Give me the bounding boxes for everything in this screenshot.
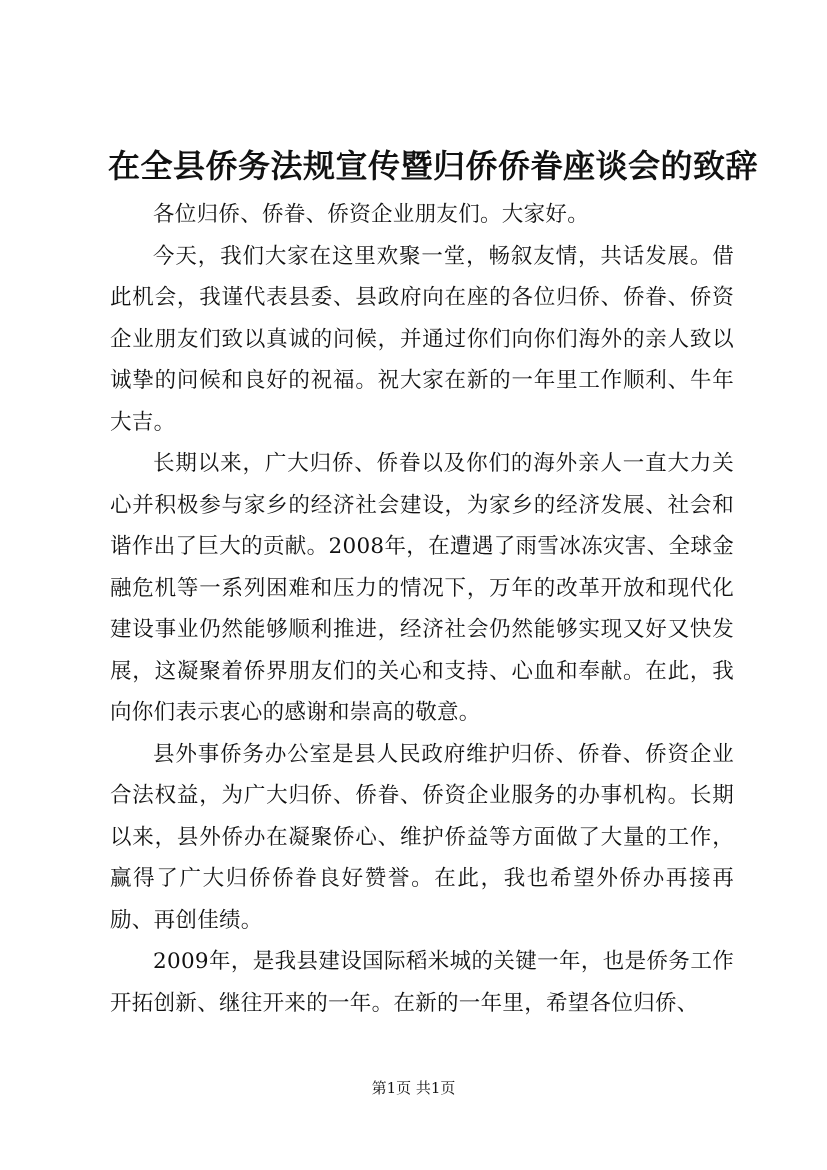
document-title: 在全县侨务法规宣传暨归侨侨眷座谈会的致辞	[108, 147, 759, 185]
paragraph-office: 县外事侨务办公室是县人民政府维护归侨、侨眷、侨资企业合法权益，为广大归侨、侨眷、侨资企业服务的办事机构。长期以来，县外侨办在凝聚侨心、维护侨益等方面做了大量的工作，赢得了广大归侨侨眷良好赞誉。在此，我也希望外侨办再接再励、再创佳绩。	[110, 741, 734, 933]
paragraph-2009: 2009年，是我县建设国际稻米城的关键一年，也是侨务工作开拓创新、继往开来的一年。在新的一年里，希望各位归侨、	[110, 949, 734, 1016]
paragraph-contribution: 长期以来，广大归侨、侨眷以及你们的海外亲人一直大力关心并积极参与家乡的经济社会建设，为家乡的经济发展、社会和谐作出了巨大的贡献。2008年，在遭遇了雨雪冰冻灾害、全球金融危机等一系列困难和压力的情况下，万年的改革开放和现代化建设事业仍然能够顺利推进，经济社会仍然能够实现又好又快发展，这凝聚着侨界朋友们的关心和支持、心血和奉献。在此，我向你们表示衷心的感谢和崇高的敬意。	[110, 451, 734, 725]
paragraph-greeting: 各位归侨、侨眷、侨资企业朋友们。大家好。	[153, 202, 590, 227]
document-body	[110, 194, 734, 1024]
paragraph-welcome: 今天，我们大家在这里欢聚一堂，畅叙友情，共话发展。借此机会，我谨代表县委、县政府向在座的各位归侨、侨眷、侨资企业朋友们致以真诚的问候，并通过你们向你们海外的亲人致以诚挚的问候和良好的祝福。祝大家在新的一年里工作顺利、牛年大吉。	[110, 243, 734, 435]
page-footer: 第1页 共1页	[371, 1079, 456, 1097]
